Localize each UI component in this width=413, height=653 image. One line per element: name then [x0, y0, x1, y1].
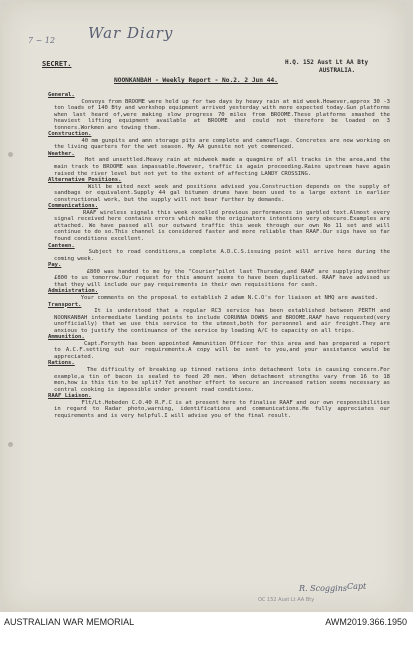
- report-section: [48, 301, 394, 335]
- report-section: [48, 288, 390, 301]
- punch-hole: [8, 442, 13, 447]
- document-page: [2, 2, 405, 612]
- report-title: NOONKANBAH - Weekly Report - No.2. 2 Jun 44.: [114, 77, 278, 84]
- section-heading: General.: [48, 92, 75, 98]
- section-heading: Canteen.: [48, 242, 75, 249]
- handwritten-title: War Diary: [88, 24, 174, 42]
- section-text: Convoys from BROOME were held up for two days by heavy rain at mid week.However,approx 30 -3 ton loads of 140 Bty and workshop equipment arrived yesterday with more expected today.Gun platforms when last heard of,were making slow progress 70 miles from BROOME.These platforms smashed the heaviest lifting equipment available at BROOME and could not therefore be loaded on 3 tonners.Workmen are towing them.: [54, 98, 394, 131]
- classification-label: SECRET.: [42, 60, 72, 68]
- report-section: [48, 360, 394, 393]
- section-text: £800 was handed to me by the "Courier"pilot last Thursday,and RAAF are supplying another £800 to us tomorrow.Our request for this amount seems to have been duplicated. RAAF have advised us that they will include our pay requirements in their own requisitions for cash.: [54, 268, 394, 288]
- unit-line-2: AUSTRALIA.: [319, 67, 356, 74]
- section-text: It is understood that a regular RC3 service has been established between PERTH and NOONKANBAH intermediate landing points to include CORUNNA DOWNS and BROOME.RAAF have requested(very unofficially) that we use this service to the utmost,both for personnel and air freight.They are anxious to justify the continuance of the service by loading A/C to capacity on all trips.: [54, 308, 394, 334]
- unit-address: [285, 59, 368, 75]
- punch-hole: [8, 152, 13, 157]
- section-text: Subject to road conditions,a complete A.D.C.S.issuing point will arrive here during the coming week.: [54, 249, 394, 262]
- report-section: [48, 262, 394, 288]
- section-text: Your comments on the proposal to establish 2 adam N.C.O's for liaison at NHQ are awaited.: [54, 294, 378, 301]
- section-heading: Administration.: [48, 288, 99, 295]
- handwritten-scrawl: 7 ~ 12: [28, 36, 56, 45]
- report-section: [48, 242, 394, 263]
- archive-reference: AWM2019.366.1950: [325, 617, 407, 627]
- report-section: [48, 334, 394, 360]
- section-heading: Communications.: [48, 203, 99, 210]
- section-text: RAAF wireless signals this week excelled previous performances in garbled text.Almost every signal received here contains errors which make the originators intentions very obscure.Examples are attached. We have passed all our outward traffic this week through our own No 11 set and will continue to do so.This channel is considered faster and more reliable than RAAF.Our sigs have so far found conditions excellent.: [54, 209, 394, 243]
- signature: R. Scoggins: [299, 584, 347, 593]
- section-text: Capt.Forsyth has been appointed Ammunition Officer for this area and has prepared a report to A.C.F.setting out our requirements.A copy will be sent to you,and your assistance would be appreciated.: [54, 340, 394, 360]
- signature-rank: Capt: [347, 582, 367, 591]
- report-section: [48, 203, 394, 243]
- report-section: [48, 393, 394, 419]
- section-text: Will be sited next week and positions advised you.Construction depends on the supply of sandbags or equivalent.Supply 44 gal bitumen drums have been used to a large extent in earlier constructional work, but the supply will not bear further by demands.: [54, 183, 394, 203]
- section-heading: Ammunition.: [48, 334, 85, 341]
- report-section: [48, 177, 394, 203]
- unit-line-1: H.Q. 152 Aust Lt AA Bty: [285, 59, 369, 66]
- report-section: [48, 150, 394, 177]
- section-heading: Pay.: [48, 262, 62, 269]
- section-text: Hot and unsettled.Heavy rain at midweek made a quagmire of all tracks in the area,and the main track to BROOME was impassable.However, traffic is again proceeding.Rains upstream have again raised the river level but not yet to the extent of affecting LANDY CROSSING.: [54, 157, 394, 177]
- unit-stamp: OC 152 Aust Lt AA Bty: [258, 597, 315, 603]
- report-section: [48, 131, 394, 151]
- section-text: 40 mm gunpits and amn storage pits are complete and camouflage. Concretes are now working on the living quarters for the wet season. My AA gunsite not yet commenced.: [54, 137, 394, 151]
- section-heading: Construction.: [48, 131, 92, 138]
- section-heading: Weather.: [48, 150, 75, 157]
- section-heading: Transport.: [48, 301, 82, 308]
- institution-name: AUSTRALIAN WAR MEMORIAL: [4, 617, 135, 627]
- section-heading: Rations.: [48, 360, 75, 367]
- section-text: Flt/Lt.Hebeden C.O.40 R.F.C is at present here to finalise RAAF and our own responsibilities in regard to Radar photo,warning, identifications and communications.He fully appreciates our requirements and is very helpful.I will advise you of the final result.: [54, 399, 394, 419]
- section-heading: Alternative Positions.: [48, 177, 122, 184]
- archive-footer: [0, 612, 413, 653]
- report-body: [48, 92, 394, 419]
- report-section: [48, 92, 394, 131]
- section-heading: RAAF Liaison.: [48, 393, 92, 400]
- section-text: The difficulty of breaking up tinned rations into detachment lots in causing concern.For example,a tin of bacon is sealed to feed 20 men. When detachment strengths vary from 16 to 18 men,how is this tin to be split? Yet another effort to secure an increased ration seems necessary as central cooking is impossible under present road conditions.: [54, 366, 394, 393]
